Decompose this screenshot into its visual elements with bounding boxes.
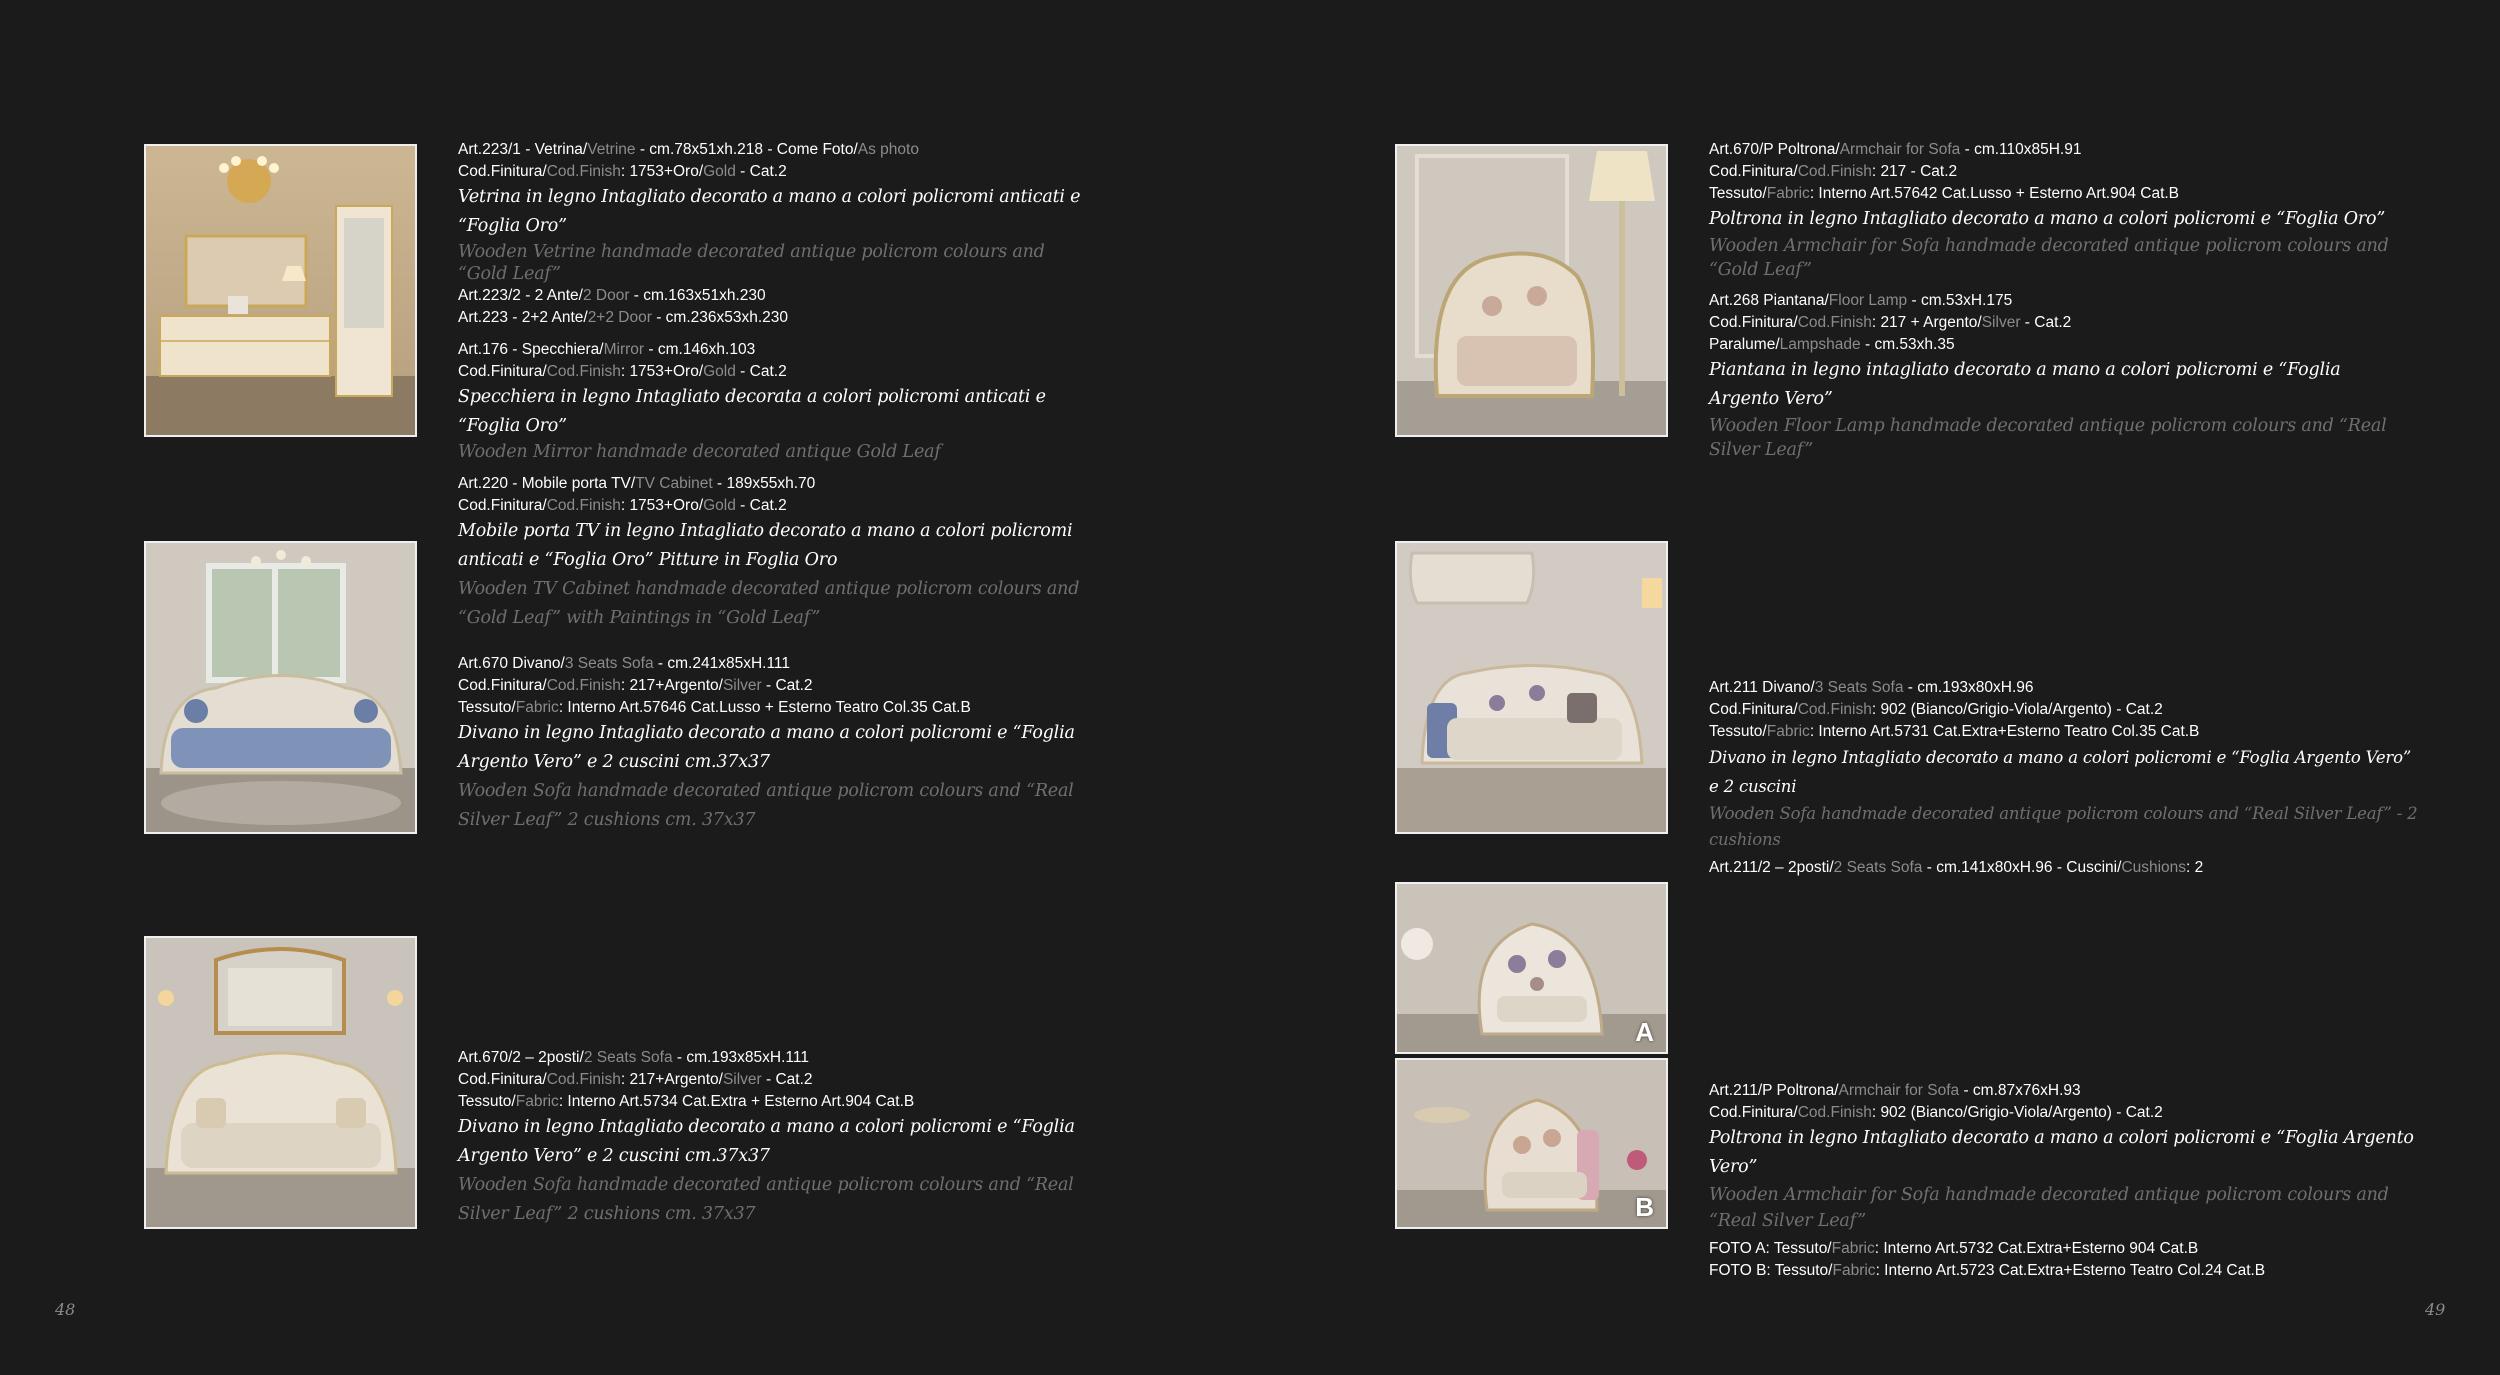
photo-badge-a: A	[1635, 1017, 1654, 1047]
italian-description: Mobile porta TV in legno Intagliato decorato a mano a colori policromi anticati e “Foglia Oro” Pitture in Foglia Oro	[458, 521, 1073, 570]
english-description: Wooden Mirror handmade decorated antique Gold Leaf	[458, 442, 941, 462]
photo-sofa-670	[144, 541, 417, 834]
page-number-left: 48	[55, 1300, 76, 1319]
spec-line-art670-2: Art.670/2 – 2posti/2 Seats Sofa - cm.193x85xH.111	[458, 1049, 809, 1066]
photo-armchair-670p	[1395, 144, 1668, 437]
spec-line-art211p: Art.211/P Poltrona/Armchair for Sofa - cm.87x76xH.93	[1709, 1082, 2081, 1099]
fabric-line: Tessuto/Fabric: Interno Art.5734 Cat.Extra + Esterno Art.904 Cat.B	[458, 1093, 915, 1110]
sofa-670-2-illustration	[146, 938, 415, 1227]
english-description: Wooden Vetrine handmade decorated antique policrom colours and “Gold Leaf”	[458, 242, 1045, 284]
finish-line: Cod.Finitura/Cod.Finish: 902 (Bianco/Grigio-Viola/Argento) - Cat.2	[1709, 1104, 2163, 1121]
english-description: Wooden Sofa handmade decorated antique policrom colours and “Real Silver Leaf” - 2 cushions	[1709, 804, 2418, 849]
photo-armchair-211p-a	[1395, 882, 1668, 1054]
spec-line-art223-2: Art.223/2 - 2 Ante/2 Door - cm.163x51xh.230	[458, 287, 766, 304]
sofa-670-illustration	[146, 543, 415, 832]
sofa-211-illustration	[1397, 543, 1666, 832]
italian-description: Vetrina in legno Intagliato decorato a mano a colori policromi anticati e “Foglia Oro”	[458, 187, 1081, 236]
spec-line-art670: Art.670 Divano/3 Seats Sofa - cm.241x85xH.111	[458, 655, 791, 672]
product-block-armchair-670p	[1709, 139, 2409, 462]
product-block-vetrina	[458, 139, 1098, 633]
fabric-line: Tessuto/Fabric: Interno Art.5731 Cat.Extra+Esterno Teatro Col.35 Cat.B	[1709, 723, 2200, 740]
product-block-sofa-670	[458, 653, 1098, 835]
spec-line-art211: Art.211 Divano/3 Seats Sofa - cm.193x80xH.96	[1709, 679, 2034, 696]
italian-description: Specchiera in legno Intagliato decorata a colori policromi anticati e “Foglia Oro”	[458, 387, 1046, 436]
italian-description: Poltrona in legno Intagliato decorato a mano a colori policromi e “Foglia Argento Vero”	[1709, 1128, 2414, 1177]
finish-line: Cod.Finitura/Cod.Finish: 217 - Cat.2	[1709, 163, 1958, 180]
photo-armchair-211p-b	[1395, 1058, 1668, 1229]
spec-line-art223-1: Art.223/1 - Vetrina/Vetrine - cm.78x51xh.218 - Come Foto/As photo	[458, 141, 919, 158]
armchair-211p-a-illustration	[1397, 884, 1666, 1052]
spec-line-art176: Art.176 - Specchiera/Mirror - cm.146xh.103	[458, 341, 756, 358]
italian-description: Divano in legno Intagliato decorato a mano a colori policromi e “Foglia Argento Vero” e 2 cuscini cm.37x37	[458, 723, 1075, 772]
lampshade-line: Paralume/Lampshade - cm.53xh.35	[1709, 336, 1955, 353]
english-description: Wooden Sofa handmade decorated antique policrom colours and “Real Silver Leaf” 2 cushions cm. 37x37	[458, 781, 1074, 830]
italian-description: Poltrona in legno Intagliato decorato a mano a colori policromi e “Foglia Oro”	[1709, 209, 2386, 229]
italian-description: Divano in legno Intagliato decorato a mano a colori policromi e “Foglia Argento Vero” e 2 cuscini	[1709, 748, 2412, 796]
finish-line: Cod.Finitura/Cod.Finish: 902 (Bianco/Grigio-Viola/Argento) - Cat.2	[1709, 701, 2163, 718]
spec-line-art670p: Art.670/P Poltrona/Armchair for Sofa - cm.110x85H.91	[1709, 141, 2082, 158]
english-description: Wooden Armchair for Sofa handmade decorated antique policrom colours and “Real Silver Leaf”	[1709, 1185, 2389, 1231]
armchair-670p-illustration	[1397, 146, 1666, 435]
photo-sofa-670-2	[144, 936, 417, 1229]
photo-badge-b: B	[1635, 1192, 1654, 1222]
english-description: Wooden Armchair for Sofa handmade decorated antique policrom colours and “Gold Leaf”	[1709, 236, 2389, 280]
spec-line-art211-2: Art.211/2 – 2posti/2 Seats Sofa - cm.141x80xH.96 - Cuscini/Cushions: 2	[1709, 859, 2204, 876]
finish-line: Cod.Finitura/Cod.Finish: 217+Argento/Silver - Cat.2	[458, 677, 813, 694]
fabric-line: Tessuto/Fabric: Interno Art.57646 Cat.Lusso + Esterno Teatro Col.35 Cat.B	[458, 699, 971, 716]
photo-a-fabric-line: FOTO A: Tessuto/Fabric: Interno Art.5732 Cat.Extra+Esterno 904 Cat.B	[1709, 1240, 2199, 1257]
finish-line: Cod.Finitura/Cod.Finish: 1753+Oro/Gold - Cat.2	[458, 163, 787, 180]
product-block-sofa-670-2	[458, 1047, 1098, 1229]
product-block-sofa-211	[1709, 677, 2419, 879]
photo-sofa-211	[1395, 541, 1668, 834]
photo-b-fabric-line: FOTO B: Tessuto/Fabric: Interno Art.5723 Cat.Extra+Esterno Teatro Col.24 Cat.B	[1709, 1262, 2266, 1279]
photo-vetrina-room	[144, 144, 417, 437]
vetrina-room-illustration	[146, 146, 415, 435]
italian-description: Divano in legno Intagliato decorato a mano a colori policromi e “Foglia Argento Vero” e 2 cuscini cm.37x37	[458, 1117, 1075, 1166]
finish-line: Cod.Finitura/Cod.Finish: 217+Argento/Silver - Cat.2	[458, 1071, 813, 1088]
spec-line-art223: Art.223 - 2+2 Ante/2+2 Door - cm.236x53xh.230	[458, 309, 789, 326]
finish-line: Cod.Finitura/Cod.Finish: 217 + Argento/Silver - Cat.2	[1709, 314, 2072, 331]
finish-line: Cod.Finitura/Cod.Finish: 1753+Oro/Gold - Cat.2	[458, 497, 787, 514]
italian-description: Piantana in legno intagliato decorato a mano a colori policromi e “Foglia Argento Vero”	[1709, 360, 2341, 409]
armchair-211p-b-illustration	[1397, 1060, 1666, 1227]
finish-line: Cod.Finitura/Cod.Finish: 1753+Oro/Gold - Cat.2	[458, 363, 787, 380]
spec-line-art220: Art.220 - Mobile porta TV/TV Cabinet - 189x55xh.70	[458, 475, 816, 492]
english-description: Wooden Sofa handmade decorated antique policrom colours and “Real Silver Leaf” 2 cushions cm. 37x37	[458, 1175, 1074, 1224]
page-number-right: 49	[2425, 1300, 2446, 1319]
spec-line-art268: Art.268 Piantana/Floor Lamp - cm.53xH.175	[1709, 292, 2013, 309]
fabric-line: Tessuto/Fabric: Interno Art.57642 Cat.Lusso + Esterno Art.904 Cat.B	[1709, 185, 2180, 202]
english-description: Wooden TV Cabinet handmade decorated antique policrom colours and “Gold Leaf” with Paintings in “Gold Leaf”	[458, 579, 1080, 628]
product-block-armchair-211p	[1709, 1080, 2419, 1282]
english-description: Wooden Floor Lamp handmade decorated antique policrom colours and “Real Silver Leaf”	[1709, 416, 2387, 460]
